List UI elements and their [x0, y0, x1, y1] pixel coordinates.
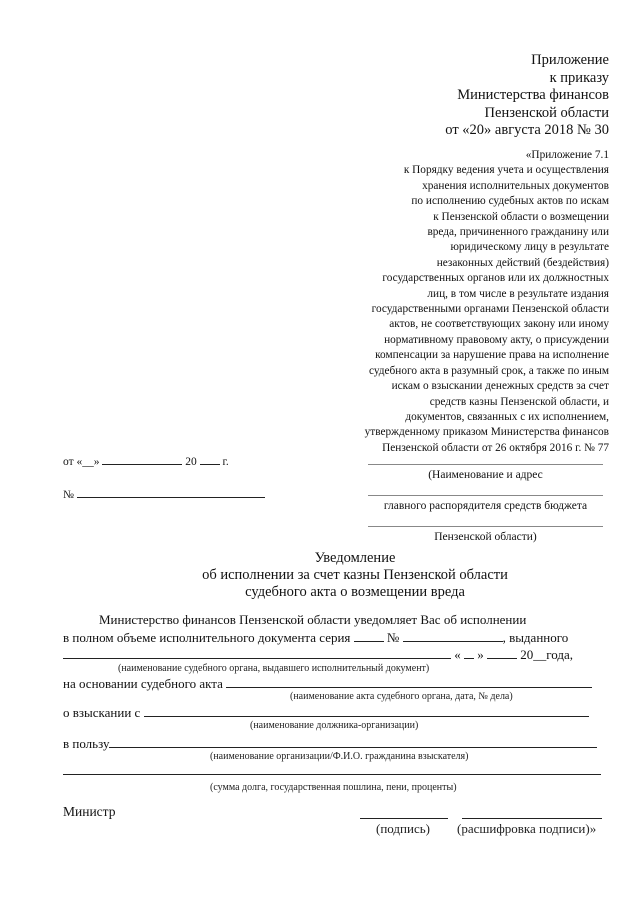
doc-number-blank[interactable] — [403, 629, 503, 642]
basis-line — [63, 675, 603, 692]
title-line: об исполнении за счет казны Пензенской области — [202, 567, 508, 583]
debtor-caption: (наименование должника-организации) — [250, 720, 419, 731]
addressee-block — [368, 452, 603, 545]
series-label: в полном объеме исполнительного документа серия — [63, 630, 351, 645]
appendix-line: утвержденному приказом Министерства финансов — [364, 426, 609, 439]
header-line: Министерства финансов — [457, 87, 609, 103]
addressee-blank[interactable] — [368, 483, 603, 496]
signature-decode-blank[interactable] — [462, 804, 602, 819]
signature-caption: (подпись) — [376, 821, 430, 836]
sum-blank[interactable] — [63, 760, 601, 775]
act-caption: (наименование акта судебного органа, дата, № дела) — [290, 691, 513, 702]
addressee-blank[interactable] — [368, 452, 603, 465]
date-prefix: от «__» — [63, 456, 100, 468]
month-blank[interactable] — [487, 646, 517, 659]
favor-line — [63, 735, 603, 752]
appendix-line: «Приложение 7.1 — [525, 149, 609, 161]
creditor-caption: (наименование организации/Ф.И.О. гражданина взыскателя) — [210, 751, 469, 762]
quote-close: » — [477, 647, 484, 662]
signature-decode-caption: (расшифровка подписи)» — [457, 821, 597, 836]
appendix-line: к Пензенской области о возмещении — [433, 210, 609, 223]
favor-label: в пользу — [63, 736, 110, 751]
court-blank[interactable] — [63, 646, 451, 659]
title-line: Уведомление — [314, 550, 396, 566]
series-blank[interactable] — [354, 629, 384, 642]
day-blank[interactable] — [464, 646, 474, 659]
appendix-line: актов, не соответствующих закону или иному — [389, 318, 609, 331]
addressee-blank[interactable] — [368, 514, 603, 527]
debtor-blank[interactable] — [144, 704, 589, 717]
appendix-line: лиц, в том числе в результате издания — [427, 287, 609, 300]
appendix-line: хранения исполнительных документов — [422, 179, 609, 192]
date-year-blank[interactable] — [200, 452, 220, 465]
appendix-reference — [309, 148, 609, 456]
signatory-title: Министр — [63, 804, 116, 819]
addressee-caption: главного распорядителя средств бюджета — [383, 500, 588, 512]
notice-paragraph: Министерство финансов Пензенской области уведомляет Вас об исполнении — [99, 612, 527, 627]
date-year: 20 — [185, 456, 197, 468]
appendix-line: вреда, причиненного гражданину или — [427, 226, 609, 239]
number-sign: № — [386, 630, 400, 645]
court-caption: (наименование судебного органа, выдавшего исполнительный документ) — [118, 663, 430, 674]
appendix-line: государственными органами Пензенской области — [371, 303, 609, 316]
header-line: от «20» августа 2018 № 30 — [445, 122, 609, 138]
date-suffix: г. — [222, 456, 229, 468]
appendix-line: незаконных действий (бездействия) — [436, 256, 609, 269]
addressee-caption: Пензенской области) — [434, 531, 537, 543]
appendix-line: судебного акта в разумный срок, а также по иным — [368, 364, 609, 377]
appendix-line: компенсации за нарушение права на исполнение — [375, 349, 609, 362]
header-line: к приказу — [549, 69, 609, 86]
date-field — [63, 452, 229, 468]
header-line: Пензенской области — [484, 104, 609, 121]
appendix-line: нормативному правовому акту, о присуждении — [384, 333, 609, 346]
recover-line — [63, 704, 603, 721]
appendix-line: по исполнению судебных актов по искам — [411, 195, 609, 208]
creditor-blank[interactable] — [109, 735, 597, 748]
addressee-caption: (Наименование и адрес — [428, 469, 543, 481]
date-month-blank[interactable] — [102, 452, 182, 465]
number-blank[interactable] — [77, 485, 265, 498]
appendix-line: юридическому лицу в результате — [450, 241, 609, 254]
year-label: 20__года, — [520, 647, 574, 662]
document-title — [0, 550, 640, 601]
appendix-line: документов, связанных с их исполнением, — [405, 410, 609, 423]
sum-caption: (сумма долга, государственная пошлина, пени, проценты) — [210, 782, 457, 793]
basis-label: на основании судебного акта — [63, 676, 223, 691]
title-line: судебного акта о возмещении вреда — [245, 584, 465, 600]
appendix-line: Пензенской области от 26 октября 2016 г. № 77 — [382, 441, 609, 454]
issued-label: , выданного — [502, 630, 569, 645]
appendix-line: искам о взыскании денежных средств за счет — [391, 380, 609, 393]
signature-blank[interactable] — [360, 804, 448, 819]
appendix-line: государственных органов или их должностных — [382, 272, 609, 285]
header-line: Приложение — [531, 52, 609, 68]
recover-label: о взыскании с — [63, 705, 141, 720]
order-header — [445, 52, 609, 140]
notice-line-3 — [63, 646, 603, 663]
notice-line-2 — [63, 629, 603, 646]
appendix-line: к Порядку ведения учета и осуществления — [403, 164, 609, 177]
appendix-line: средств казны Пензенской области, и — [429, 395, 609, 408]
number-field — [63, 485, 265, 501]
basis-blank[interactable] — [226, 675, 592, 688]
number-prefix: № — [63, 489, 74, 501]
quote-open: « — [454, 647, 461, 662]
